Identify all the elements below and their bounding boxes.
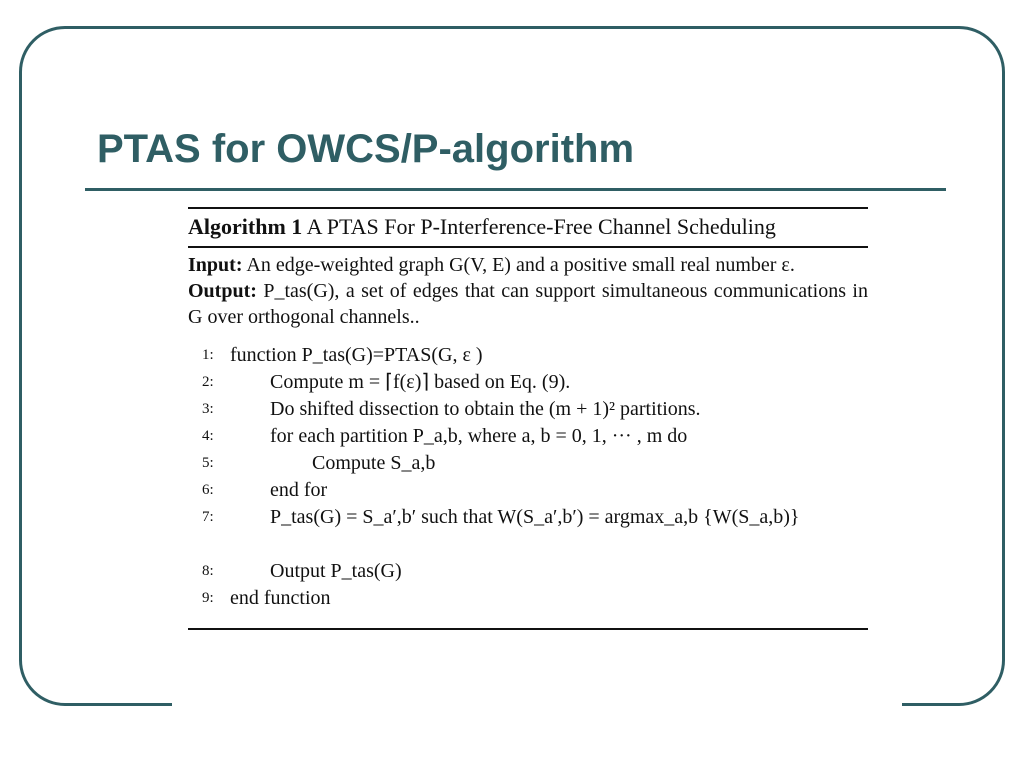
line-number: 1:: [202, 346, 214, 363]
line-code: function P_tas(G)=PTAS(G, ε ): [230, 343, 483, 366]
line-code: end function: [230, 586, 331, 609]
line-number: 3:: [202, 400, 214, 417]
algorithm-box: [188, 207, 868, 630]
algorithm-lines: [188, 342, 868, 612]
line-code: Do shifted dissection to obtain the (m + 1)² partitions.: [270, 397, 701, 420]
algorithm-line: [188, 369, 868, 396]
line-number: 7:: [202, 508, 214, 525]
line-number: 6:: [202, 481, 214, 498]
output-label: Output:: [188, 279, 257, 302]
line-code: Output P_tas(G): [270, 559, 402, 582]
line-code: end for: [270, 478, 328, 501]
line-code: Compute m = ⌈f(ε)⌉ based on Eq. (9).: [270, 370, 571, 393]
algorithm-line: [188, 504, 868, 558]
algorithm-line: [188, 342, 868, 369]
line-number: 4:: [202, 427, 214, 444]
algorithm-line: [188, 585, 868, 612]
line-number: 8:: [202, 562, 214, 579]
algorithm-line: [188, 450, 868, 477]
input-spec: [188, 252, 868, 278]
algorithm-label: Algorithm 1: [188, 214, 303, 239]
input-text: An edge-weighted graph G(V, E) and a positive small real number ε.: [246, 253, 795, 276]
line-code: for each partition P_a,b, where a, b = 0, 1, ··· , m do: [270, 424, 688, 447]
output-spec: [188, 278, 868, 330]
algorithm-line: [188, 477, 868, 504]
algorithm-line: [188, 396, 868, 423]
algorithm-caption: [188, 209, 868, 246]
line-number: 9:: [202, 589, 214, 606]
algorithm-bottom-rule: [188, 628, 868, 630]
algorithm-line: [188, 423, 868, 450]
title-divider: [85, 188, 946, 191]
algorithm-io: [188, 248, 868, 330]
line-code: Compute S_a,b: [312, 451, 436, 474]
slide-title: PTAS for OWCS/P-algorithm: [97, 127, 635, 171]
line-number: 5:: [202, 454, 214, 471]
algorithm-caption-text: A PTAS For P-Interference-Free Channel Scheduling: [306, 214, 776, 239]
line-code: P_tas(G) = S_a′,b′ such that W(S_a′,b′) = argmax_a,b {W(S_a,b)}: [270, 505, 800, 528]
frame-gap: [172, 700, 902, 714]
line-number: 2:: [202, 373, 214, 390]
input-label: Input:: [188, 253, 243, 276]
algorithm-line: [188, 558, 868, 585]
output-text: P_tas(G), a set of edges that can support simultaneous communications in G over orthogonal channels..: [188, 279, 868, 328]
